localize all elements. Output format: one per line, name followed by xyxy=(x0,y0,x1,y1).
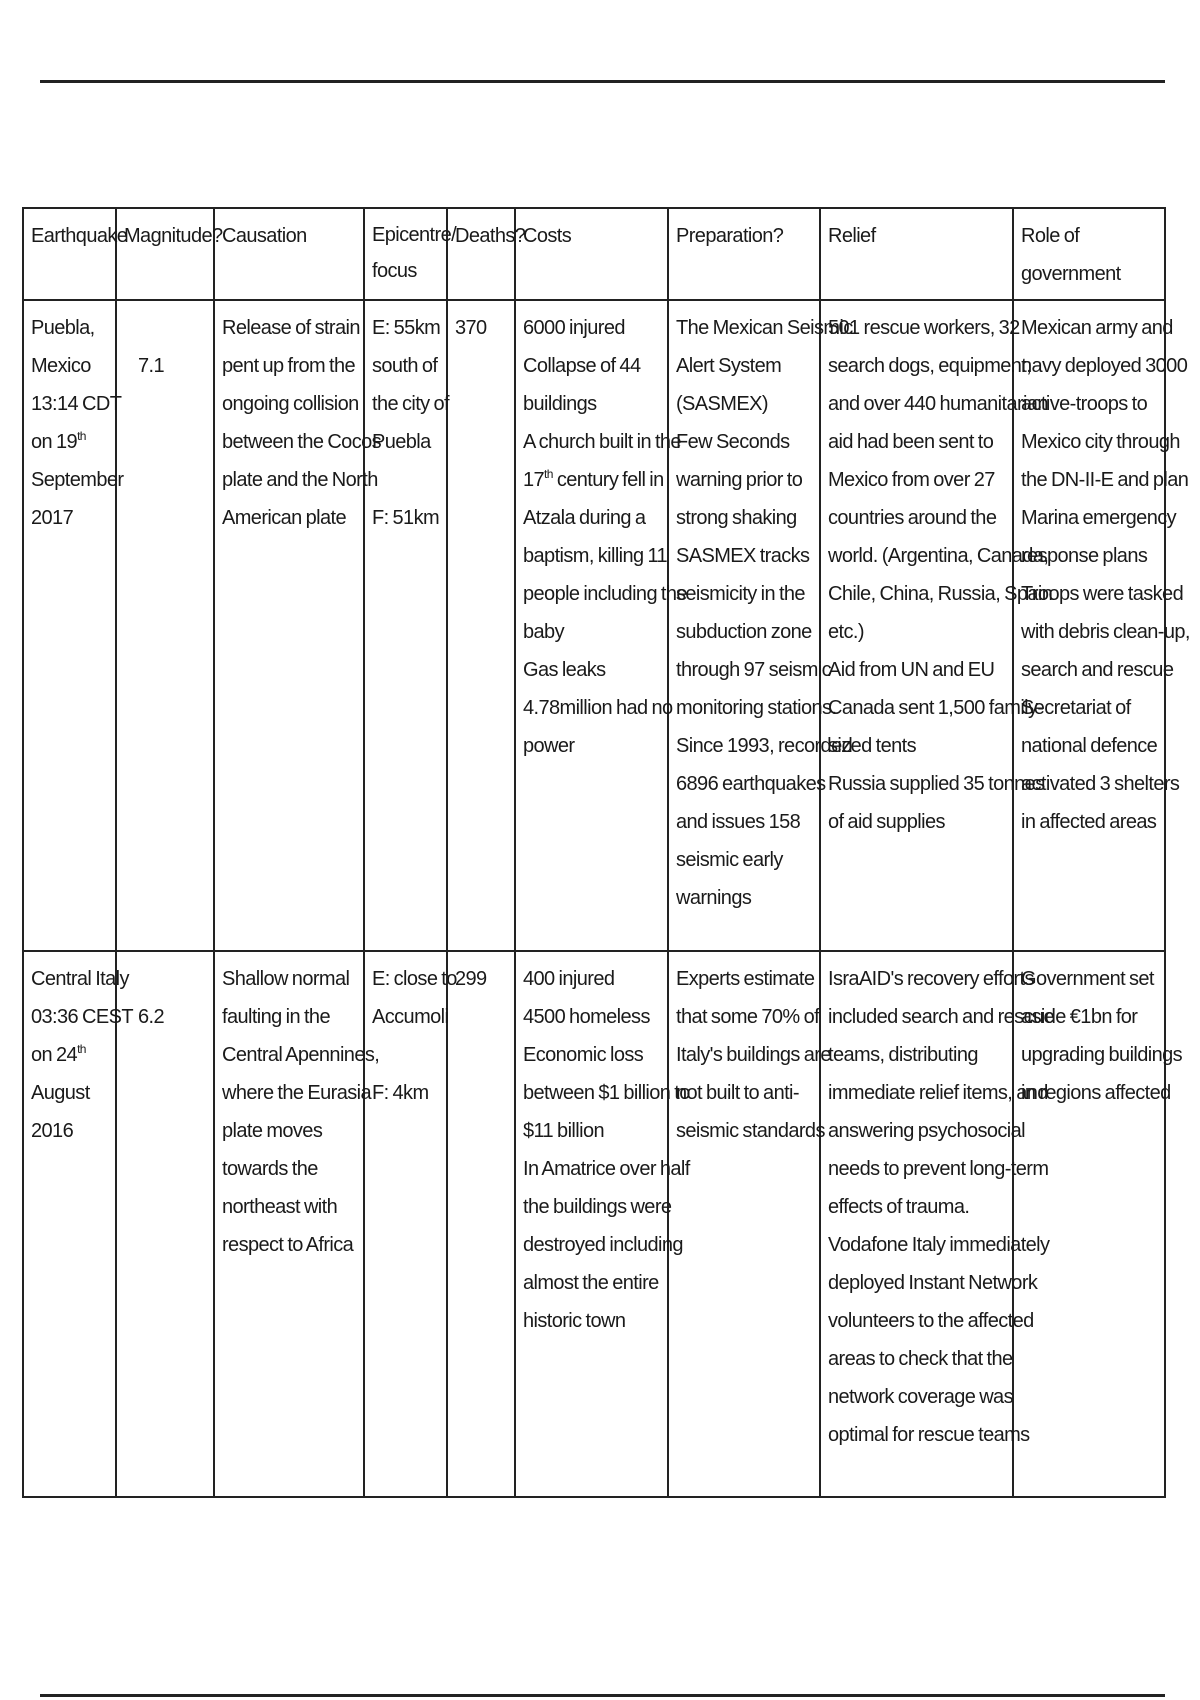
causation-line: pent up from the xyxy=(222,355,356,377)
focus-depth: F: 51km xyxy=(372,507,440,529)
costs-line: the buildings were xyxy=(523,1196,672,1218)
causation-line: plate and the North xyxy=(222,469,378,491)
cell-epicentre-focus xyxy=(364,951,457,1497)
government-line: in regions affected xyxy=(1021,1082,1171,1104)
costs-line: Atzala during a xyxy=(523,507,646,529)
earthquake-time: 13:14 CDT xyxy=(31,393,122,415)
preparation-line: Italy's buildings are xyxy=(676,1044,831,1066)
government-line: in affected areas xyxy=(1021,811,1157,833)
century-ordinal: th xyxy=(544,467,553,481)
costs-line: $11 billion xyxy=(523,1120,604,1142)
relief-line: effects of trauma. xyxy=(828,1196,970,1218)
epicentre-line: Accumoli xyxy=(372,1006,449,1028)
earthquake-date xyxy=(31,1036,109,1074)
cell-preparation xyxy=(668,951,831,1497)
date-ordinal: th xyxy=(77,429,86,443)
relief-line: Vodafone Italy immediately xyxy=(828,1234,1050,1256)
causation-line: between the Cocos xyxy=(222,431,382,453)
government-line: active-troops to xyxy=(1021,393,1148,415)
preparation-line: and issues 158 xyxy=(676,811,801,833)
causation-line: Release of strain xyxy=(222,317,360,339)
relief-line: needs to prevent long-term xyxy=(828,1158,1049,1180)
costs-line: 6000 injured xyxy=(523,317,625,339)
relief-line: immediate relief items, and xyxy=(828,1082,1048,1104)
costs-line: almost the entire xyxy=(523,1272,659,1294)
header-epicentre-focus: Epicentre/ focus xyxy=(364,208,447,300)
earthquake-year: 2017 xyxy=(31,507,74,529)
preparation-line: (SASMEX) xyxy=(676,393,768,415)
relief-line: search dogs, equipment, xyxy=(828,355,1032,377)
cell-relief xyxy=(820,300,1053,951)
spacer xyxy=(372,1036,440,1074)
epicentre-line: E: 55km xyxy=(372,317,441,339)
preparation-line: not built to anti- xyxy=(676,1082,799,1104)
deaths-value: 370 xyxy=(455,317,487,339)
government-line: Marina emergency xyxy=(1021,507,1177,529)
earthquake-year: 2016 xyxy=(31,1120,74,1142)
relief-line: etc.) xyxy=(828,621,864,643)
preparation-line: SASMEX tracks xyxy=(676,545,810,567)
government-line: with debris clean-up, xyxy=(1021,621,1190,643)
header-causation: Causation xyxy=(214,208,364,300)
relief-line: Russia supplied 35 tonnes xyxy=(828,773,1045,795)
costs-line: 4500 homeless xyxy=(523,1006,650,1028)
century-number: 17 xyxy=(523,469,545,491)
causation-line: American plate xyxy=(222,507,346,529)
top-rule xyxy=(40,80,1165,83)
government-line: activated 3 shelters xyxy=(1021,773,1180,795)
costs-line: A church built in the xyxy=(523,431,681,453)
cell-deaths xyxy=(447,300,515,951)
relief-line: network coverage was xyxy=(828,1386,1013,1408)
government-line: Mexican army and xyxy=(1021,317,1173,339)
relief-line: included search and rescue xyxy=(828,1006,1054,1028)
century-text: century fell in xyxy=(556,469,664,491)
government-line: the DN-II-E and plan xyxy=(1021,469,1189,491)
earthquake-month: August xyxy=(31,1082,90,1104)
relief-line: world. (Argentina, Canada, xyxy=(828,545,1049,567)
cell-role-of-government xyxy=(1013,951,1183,1497)
preparation-line: that some 70% of xyxy=(676,1006,820,1028)
deaths-value: 299 xyxy=(455,968,487,990)
preparation-line: strong shaking xyxy=(676,507,797,529)
earthquake-comparison-table xyxy=(22,207,1190,1498)
cell-relief xyxy=(820,951,1054,1497)
preparation-line: Since 1993, recorded xyxy=(676,735,853,757)
costs-line: power xyxy=(523,735,575,757)
earthquake-month: September xyxy=(31,469,124,491)
cell-earthquake xyxy=(23,951,133,1497)
relief-line: answering psychosocial xyxy=(828,1120,1026,1142)
cell-epicentre-focus xyxy=(364,300,447,951)
header-deaths: Deaths? xyxy=(447,208,515,300)
earthquake-place: Puebla, xyxy=(31,317,95,339)
header-earthquake: Earthquake xyxy=(23,208,116,300)
costs-line xyxy=(523,461,664,499)
causation-line: northeast with xyxy=(222,1196,338,1218)
epicentre-line: E: close to xyxy=(372,968,457,990)
earthquake-place: Mexico xyxy=(31,355,91,377)
relief-line: IsraAID's recovery efforts xyxy=(828,968,1034,990)
spacer xyxy=(372,461,440,499)
preparation-line: Experts estimate xyxy=(676,968,815,990)
preparation-line: subduction zone xyxy=(676,621,812,643)
relief-line: aid had been sent to xyxy=(828,431,994,453)
causation-line: plate moves xyxy=(222,1120,323,1142)
magnitude-value: 6.2 xyxy=(138,1006,165,1028)
government-line: upgrading buildings xyxy=(1021,1044,1183,1066)
preparation-line: through 97 seismic xyxy=(676,659,832,681)
relief-line: deployed Instant Network xyxy=(828,1272,1038,1294)
costs-line: Collapse of 44 xyxy=(523,355,641,377)
costs-line: baby xyxy=(523,621,564,643)
causation-line: faulting in the xyxy=(222,1006,330,1028)
cell-earthquake xyxy=(23,300,124,951)
government-line: Mexico city through xyxy=(1021,431,1180,453)
costs-line: Economic loss xyxy=(523,1044,644,1066)
preparation-line: The Mexican Seismic xyxy=(676,317,853,339)
preparation-line: Alert System xyxy=(676,355,782,377)
header-role-of-government: Role of government xyxy=(1013,208,1165,300)
government-line: Government set xyxy=(1021,968,1154,990)
cell-deaths xyxy=(447,951,515,1497)
header-row xyxy=(23,208,1165,300)
causation-line: Central Apennines, xyxy=(222,1044,380,1066)
causation-line: Shallow normal xyxy=(222,968,350,990)
preparation-line: seismic standards xyxy=(676,1120,825,1142)
header-preparation: Preparation? xyxy=(668,208,820,300)
bottom-rule xyxy=(40,1694,1165,1697)
relief-line: optimal for rescue teams xyxy=(828,1424,1030,1446)
relief-line: volunteers to the affected xyxy=(828,1310,1034,1332)
government-line: navy deployed 3000 xyxy=(1021,355,1188,377)
cell-causation xyxy=(214,951,380,1497)
header-magnitude: Magnitude? xyxy=(116,208,214,300)
focus-depth: F: 4km xyxy=(372,1082,429,1104)
government-line: aside €1bn for xyxy=(1021,1006,1138,1028)
preparation-line: Few Seconds xyxy=(676,431,790,453)
preparation-line: 6896 earthquakes xyxy=(676,773,826,795)
preparation-line: warning prior to xyxy=(676,469,803,491)
cell-costs xyxy=(515,300,687,951)
government-line: search and rescue xyxy=(1021,659,1174,681)
costs-line: buildings xyxy=(523,393,597,415)
cell-costs xyxy=(515,951,690,1497)
preparation-line: warnings xyxy=(676,887,752,909)
cell-role-of-government xyxy=(1013,300,1190,951)
costs-line: between $1 billion to xyxy=(523,1082,690,1104)
causation-line: towards the xyxy=(222,1158,318,1180)
relief-line: areas to check that the xyxy=(828,1348,1013,1370)
costs-line: Gas leaks xyxy=(523,659,606,681)
relief-line: Canada sent 1,500 family- xyxy=(828,697,1044,719)
cell-magnitude xyxy=(116,951,214,1497)
relief-line: Chile, China, Russia, Spain xyxy=(828,583,1053,605)
preparation-line: seismic early xyxy=(676,849,783,871)
costs-line: 4.78million had no xyxy=(523,697,673,719)
date-day: on 19 xyxy=(31,431,78,453)
relief-line: of aid supplies xyxy=(828,811,945,833)
costs-line: In Amatrice over half xyxy=(523,1158,690,1180)
government-line: response plans xyxy=(1021,545,1148,567)
costs-line: people including the xyxy=(523,583,687,605)
cell-causation xyxy=(214,300,382,951)
relief-line: Aid from UN and EU xyxy=(828,659,995,681)
relief-line: sized tents xyxy=(828,735,917,757)
epicentre-line: Puebla xyxy=(372,431,431,453)
causation-line: ongoing collision xyxy=(222,393,359,415)
relief-line: and over 440 humanitarian xyxy=(828,393,1048,415)
government-line: Secretariat of xyxy=(1021,697,1131,719)
relief-line: teams, distributing xyxy=(828,1044,978,1066)
date-ordinal: th xyxy=(77,1042,86,1056)
earthquake-time: 03:36 CEST xyxy=(31,1006,133,1028)
preparation-line: monitoring stations. xyxy=(676,697,837,719)
epicentre-line: south of xyxy=(372,355,438,377)
earthquake-date xyxy=(31,423,109,461)
costs-line: historic town xyxy=(523,1310,626,1332)
table-row xyxy=(23,300,1165,951)
relief-line: Mexico from over 27 xyxy=(828,469,995,491)
header-costs: Costs xyxy=(515,208,668,300)
government-line: national defence xyxy=(1021,735,1158,757)
costs-line: 400 injured xyxy=(523,968,615,990)
date-day: on 24 xyxy=(31,1044,78,1066)
header-relief: Relief xyxy=(820,208,1013,300)
government-line: Troops were tasked xyxy=(1021,583,1184,605)
epicentre-line: the city of xyxy=(372,393,449,415)
magnitude-value: 7.1 xyxy=(138,355,165,377)
table-row xyxy=(23,951,1165,1497)
costs-line: baptism, killing 11 xyxy=(523,545,668,567)
earthquake-place: Central Italy xyxy=(31,968,129,990)
cell-magnitude xyxy=(116,300,214,951)
causation-line: where the Eurasia xyxy=(222,1082,372,1104)
relief-line: countries around the xyxy=(828,507,997,529)
costs-line: destroyed including xyxy=(523,1234,683,1256)
causation-line: respect to Africa xyxy=(222,1234,354,1256)
preparation-line: seismicity in the xyxy=(676,583,805,605)
relief-line: 501 rescue workers, 32 xyxy=(828,317,1020,339)
